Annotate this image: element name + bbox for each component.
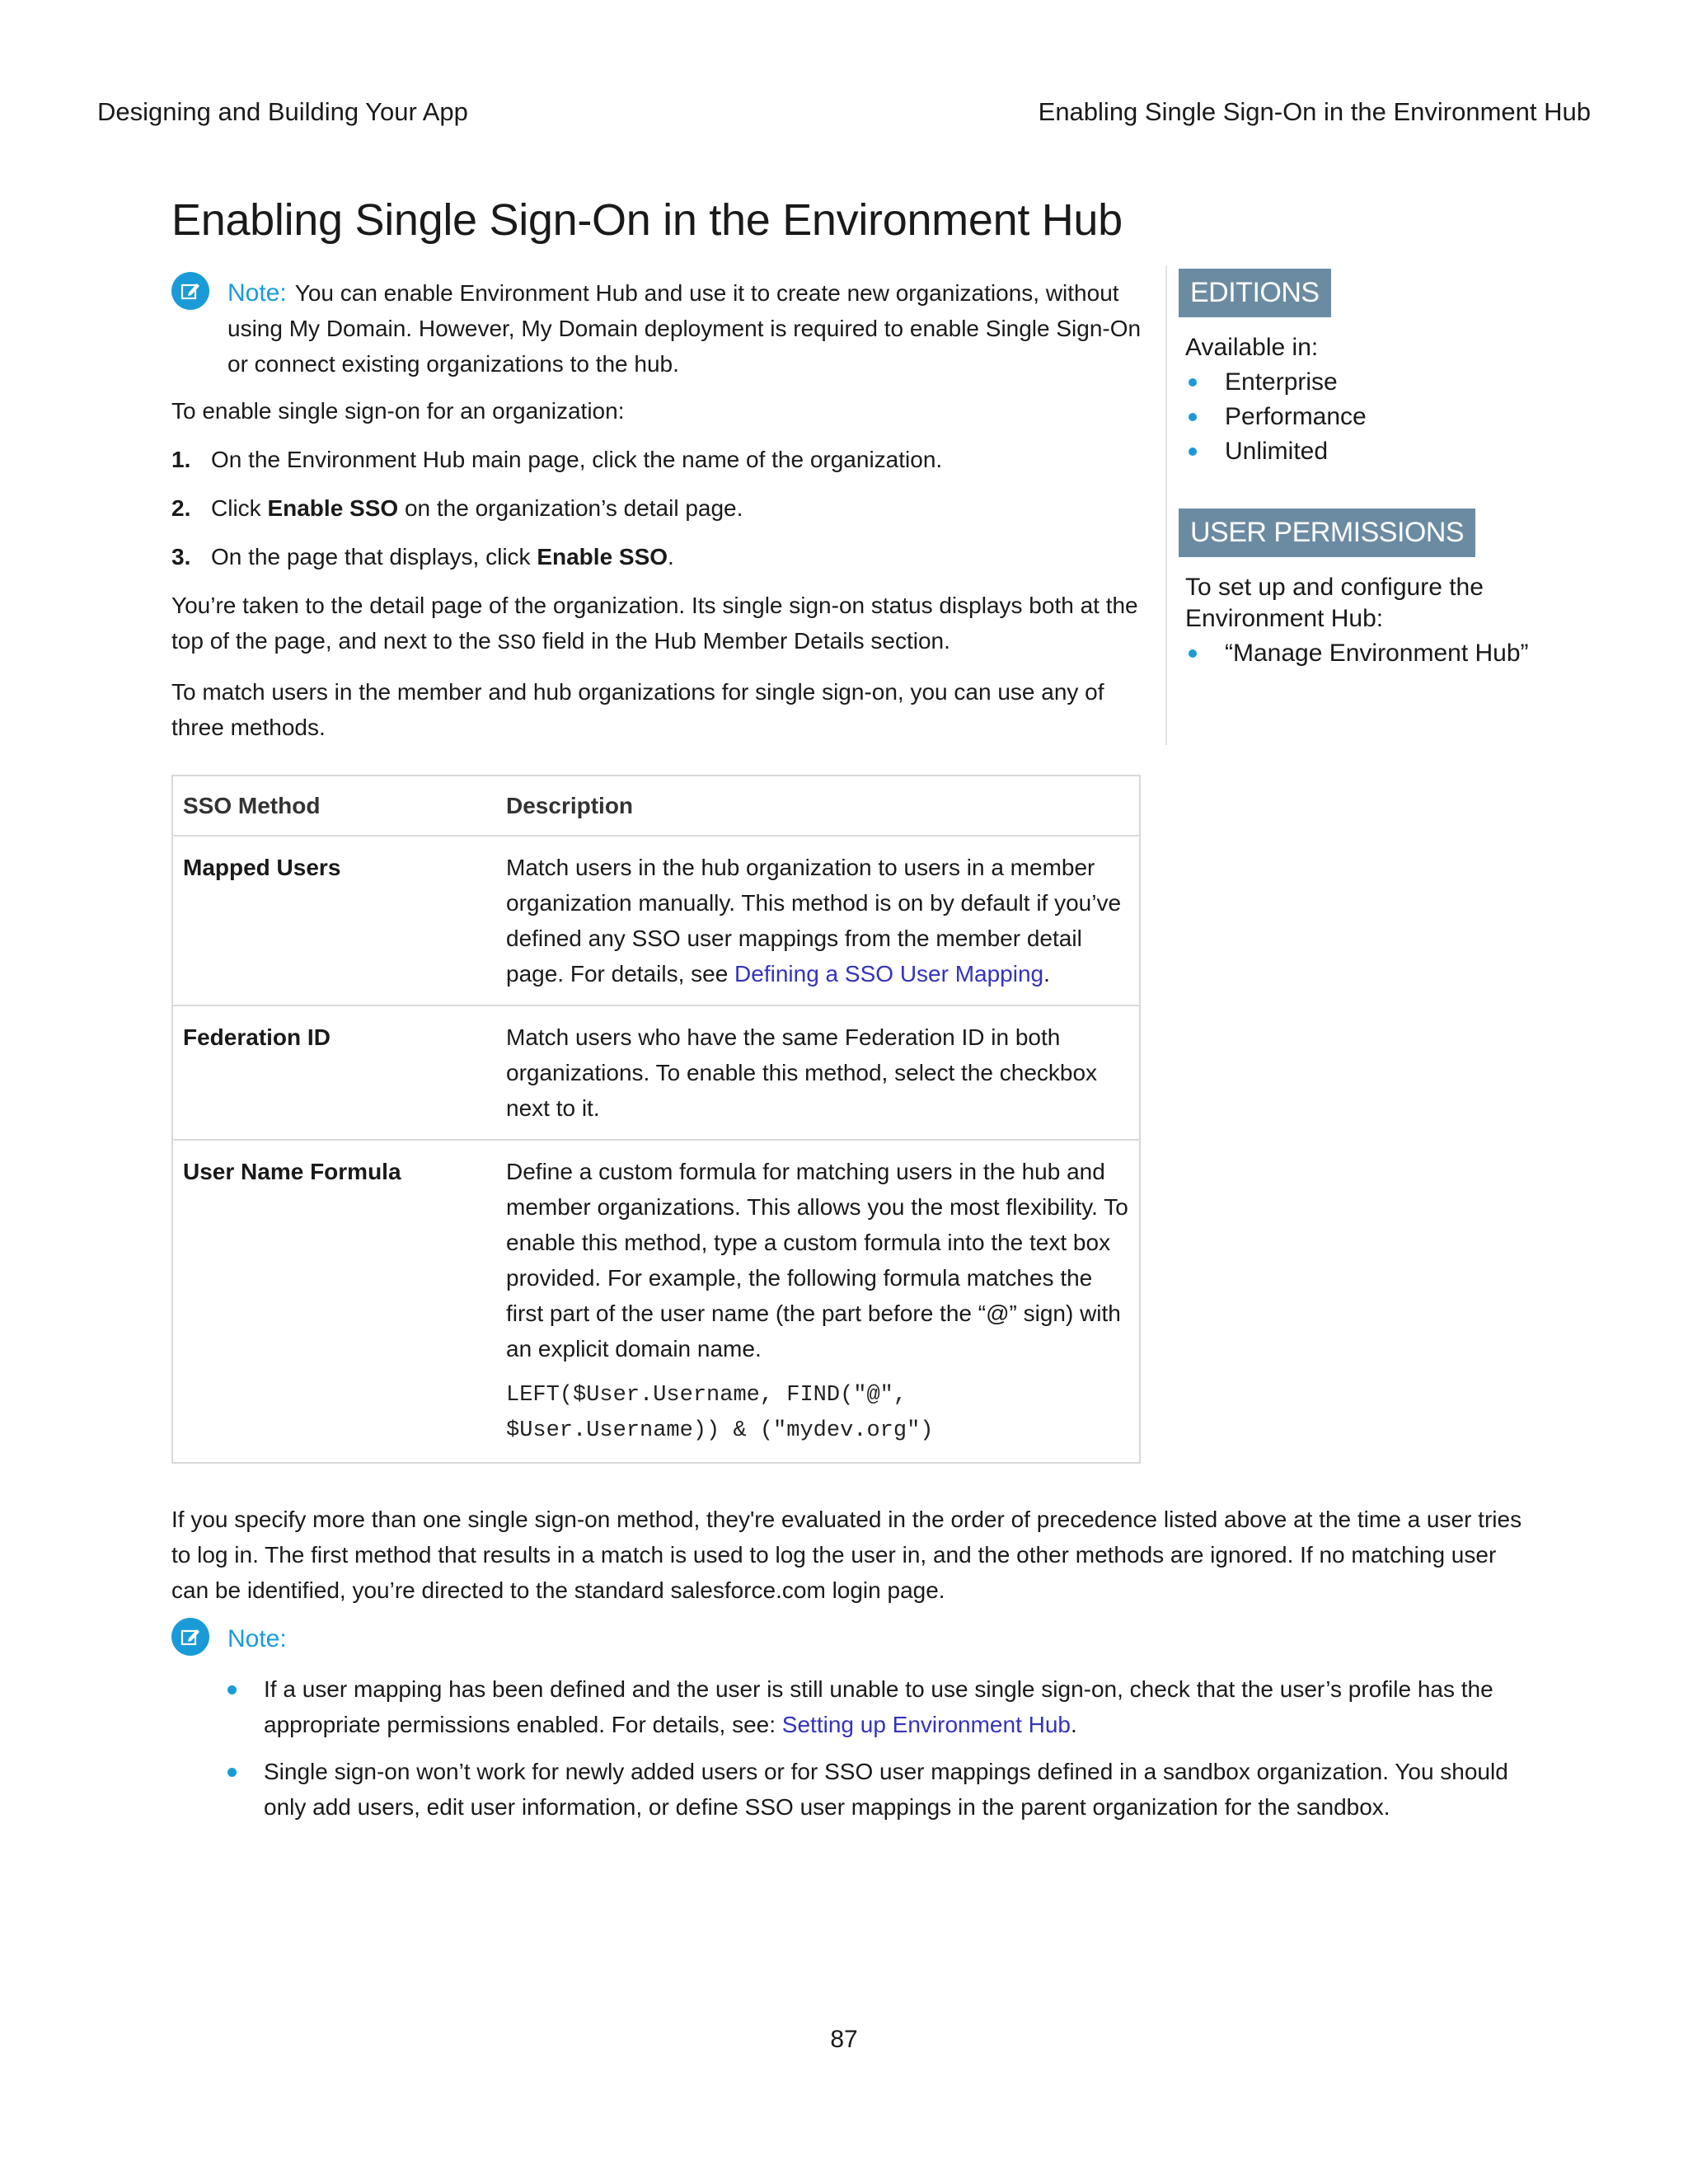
steps-list (171, 442, 1144, 574)
code-sso: SSO (497, 630, 537, 655)
method-name: Federation ID (172, 1005, 496, 1140)
step-item (171, 490, 1144, 526)
method-name: Mapped Users (172, 836, 496, 1005)
editions-list (1185, 367, 1545, 467)
editions-heading: EDITIONS (1179, 269, 1331, 317)
methods-paragraph: To match users in the member and hub organizations for single sign-on, you can use any of three methods. (171, 679, 1104, 740)
step-number: 2. (171, 495, 191, 521)
status-paragraph: You’re taken to the detail page of the organization. Its single sign-on status displays both at the top of the page, and next to the SSO field in the Hub Member Details section. (171, 593, 1138, 655)
note-box-2 (171, 1621, 1523, 1657)
method-description: Match users who have the same Federation ID in both organizations. To enable this method, select the checkbox next to it. (496, 1005, 1140, 1140)
list-item: Performance (1185, 401, 1545, 433)
note-box (171, 275, 1144, 382)
column-header-description: Description (496, 776, 1140, 836)
list-item: Enterprise (1185, 367, 1545, 398)
user-permissions-heading: USER PERMISSIONS (1179, 509, 1475, 557)
bottom-content (171, 1502, 1523, 1836)
precedence-paragraph: If you specify more than one single sign-on method, they're evaluated in the order of precedence listed above at the time a user tries to log in. The first method that results in a match is used to log the user in, and the other methods are ignored. If no matching user can be identified, you’re directed to the standard salesforce.com login page. (171, 1507, 1522, 1603)
page-number: 87 (830, 2026, 858, 2053)
list-item: If a user mapping has been defined and the user is still unable to use single sign-on, check that the user’s profile has the appropriate permissions enabled. For details, see: Setting up Environment Hub. (227, 1671, 1523, 1742)
step-number: 3. (171, 544, 191, 569)
ui-label-enable-sso: Enable SSO (267, 495, 399, 521)
method-description: Define a custom formula for matching users in the hub and member organizations. This allows you the most flexibility. To enable this method, type a custom formula into the text box provided. For example, the following formula matches the first part of the user name (the part before the “@” sign) with an explicit domain name. LEFT($User.Username, FIND("@", $User.Username)) & ("mydev.org") (496, 1140, 1140, 1463)
step-text: Click Enable SSO on the organization’s detail page. (211, 495, 743, 521)
table-row (172, 1140, 1140, 1463)
table-header-row (172, 776, 1140, 836)
table-row (172, 1005, 1140, 1140)
note-body: You can enable Environment Hub and use it to create new organizations, without using My Domain. However, My Domain deployment is required to enable Single Sign-On or connect existing organizations to the hub. (227, 280, 1142, 377)
available-in-label: Available in: (1185, 334, 1319, 361)
note-label: Note: (227, 1625, 287, 1652)
page-title: Enabling Single Sign-On in the Environment Hub (171, 195, 1123, 245)
header-right: Enabling Single Sign-On in the Environment Hub (1038, 97, 1591, 126)
note-bullet-list (171, 1671, 1523, 1825)
formula-code: LEFT($User.Username, FIND("@", $User.Username)) & ("mydev.org") (506, 1383, 934, 1443)
note-edit-icon (171, 272, 209, 310)
method-name: User Name Formula (172, 1140, 496, 1463)
step-text: On the page that displays, click Enable SSO. (211, 544, 674, 569)
intro-paragraph: To enable single sign-on for an organization: (171, 398, 625, 424)
list-item: Single sign-on won’t work for newly added users or for SSO user mappings defined in a sandbox organization. You should only add users, edit user information, or define SSO user mappings in the parent organization for the sandbox. (227, 1754, 1523, 1825)
note-label: Note: (227, 279, 287, 307)
ui-label-enable-sso: Enable SSO (537, 544, 668, 569)
list-item: “Manage Environment Hub” (1185, 638, 1545, 669)
sso-methods-table (171, 775, 1141, 1464)
permissions-text: To set up and configure the Environment Hub: (1185, 574, 1484, 632)
step-text: On the Environment Hub main page, click the name of the organization. (211, 447, 943, 472)
permissions-list (1185, 638, 1545, 669)
link-setting-up-environment-hub[interactable]: Setting up Environment Hub (781, 1712, 1071, 1737)
table-row (172, 836, 1140, 1005)
header-left: Designing and Building Your App (97, 97, 468, 126)
step-item (171, 539, 1144, 574)
step-number: 1. (171, 447, 191, 472)
list-item: Unlimited (1185, 436, 1545, 467)
column-header-method: SSO Method (172, 776, 496, 836)
running-header (97, 97, 1591, 127)
main-content (171, 275, 1144, 1464)
link-defining-sso-user-mapping[interactable]: Defining a SSO User Mapping (734, 961, 1044, 987)
note-edit-icon (171, 1618, 209, 1656)
method-description: Match users in the hub organization to users in a member organization manually. This method is on by default if you’ve defined any SSO user mappings from the member detail page. For details, see Defining a SSO User Mapping. (496, 836, 1140, 1005)
note-text (227, 275, 1144, 382)
sidebar-editions-permissions (1165, 265, 1545, 745)
step-item (171, 442, 1144, 477)
